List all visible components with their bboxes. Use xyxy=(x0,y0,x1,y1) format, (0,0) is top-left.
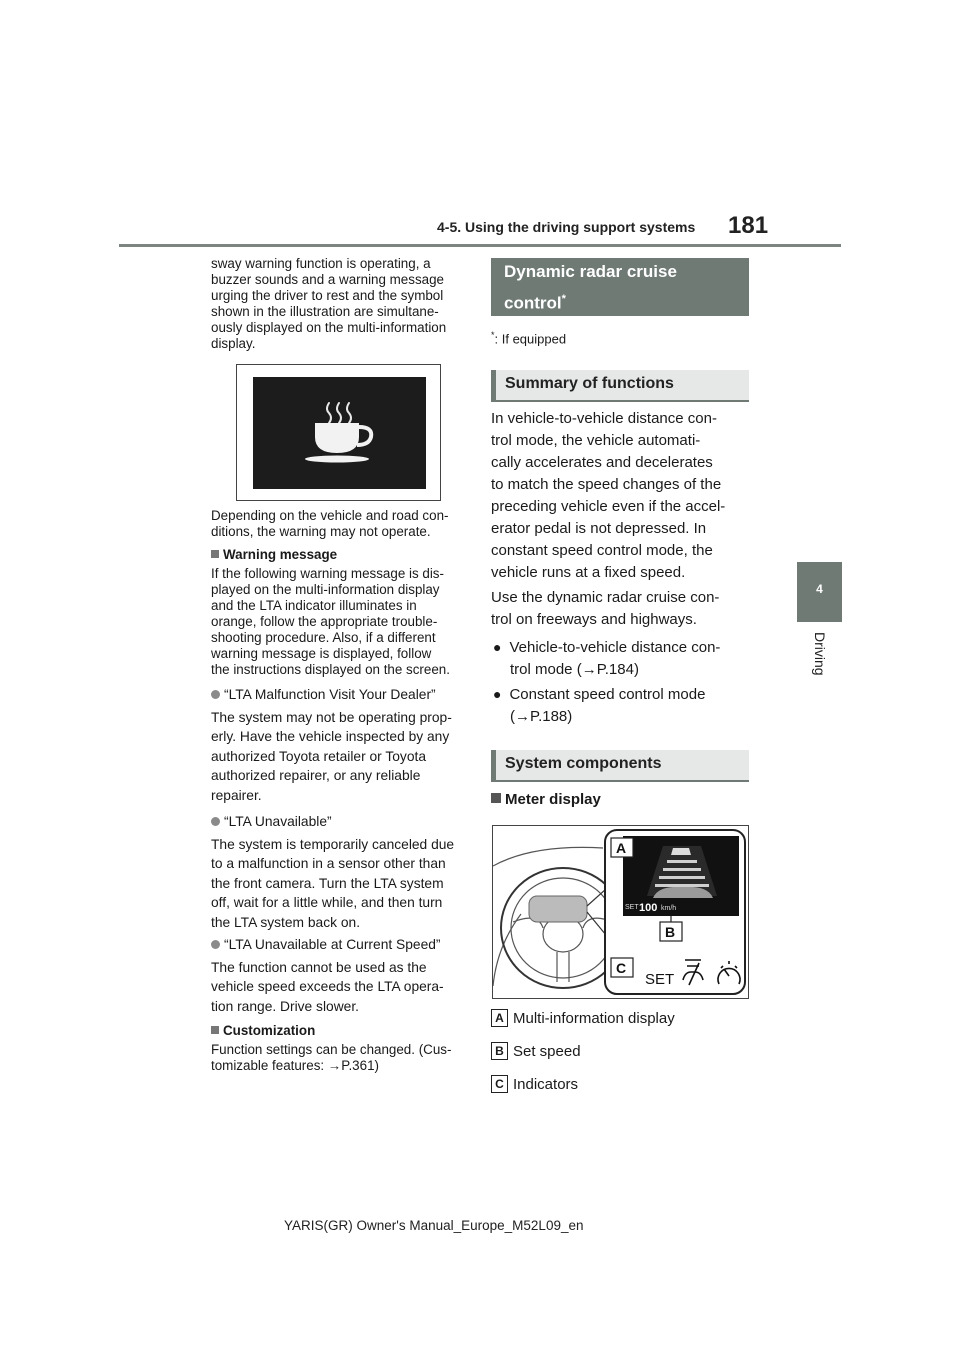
text-line: authorized repairer, or any reliable xyxy=(211,768,421,783)
legend-text: Multi-information display xyxy=(513,1010,675,1027)
legend-text: Set speed xyxy=(513,1043,581,1060)
page-number: 181 xyxy=(728,212,769,239)
square-bullet-icon xyxy=(491,793,501,803)
legend-item xyxy=(491,1074,751,1096)
text-line: trol on freeways and highways. xyxy=(491,611,697,628)
text-line: sway warning function is operating, a xyxy=(211,256,431,271)
legend-item xyxy=(491,1008,751,1030)
text-line: The system may not be operating prop- xyxy=(211,709,452,725)
circle-bullet-icon xyxy=(211,690,220,699)
text-line: and the LTA indicator illuminates in xyxy=(211,598,417,613)
text-line: display. xyxy=(211,336,256,351)
text-line: authorized Toyota retailer or Toyota xyxy=(211,748,427,764)
asterisk-mark: * xyxy=(491,330,495,340)
text-line: vehicle speed exceeds the LTA opera- xyxy=(211,979,444,994)
text-line: buzzer sounds and a warning message xyxy=(211,272,444,287)
text-line: trol mode (→P.184) xyxy=(510,661,639,678)
note-paragraph xyxy=(211,508,471,540)
text-line: Use the dynamic radar cruise con- xyxy=(491,589,720,606)
asterisk-mark: * xyxy=(561,293,566,305)
coffee-cup-icon xyxy=(253,377,426,489)
text-line: shooting procedure. Also, if a different xyxy=(211,630,436,645)
text-line: played on the multi-information display xyxy=(211,582,440,597)
footnote-text: : If equipped xyxy=(494,331,567,347)
text-line: (→P.188) xyxy=(510,708,573,725)
meter-display-figure xyxy=(492,825,749,999)
mode-bullet xyxy=(491,683,751,728)
summary-heading: Summary of functions xyxy=(491,370,749,402)
text-line: constant speed control mode, the xyxy=(491,542,713,559)
text-line: tomizable features: →P.361) xyxy=(211,1058,379,1073)
heading-text: Meter display xyxy=(505,791,601,808)
mode-bullet xyxy=(491,636,751,681)
warning-message-heading xyxy=(211,547,471,563)
text-line: Function settings can be changed. (Cus- xyxy=(211,1042,452,1057)
legend-text: Indicators xyxy=(513,1076,579,1093)
title-line: Dynamic radar cruise xyxy=(504,262,677,281)
text-line: the front camera. Turn the LTA system xyxy=(211,875,444,891)
figure-speed-value: 100 xyxy=(639,902,658,914)
square-bullet-icon xyxy=(211,550,219,558)
circle-bullet-icon xyxy=(211,817,220,826)
legend-letter: C xyxy=(491,1075,508,1093)
callout-a: A xyxy=(616,840,627,856)
dashboard-illustration xyxy=(493,826,748,998)
list-item xyxy=(211,685,471,805)
text-line: off, wait for a little while, and then turn xyxy=(211,895,443,910)
display-screen xyxy=(253,377,426,489)
item-title: “LTA Malfunction Visit Your Dealer” xyxy=(224,687,436,702)
callout-c: C xyxy=(616,960,627,976)
text-line: ously displayed on the multi-information xyxy=(211,320,447,335)
square-bullet-icon xyxy=(211,1026,219,1034)
text-line: orange, follow the appropriate trouble- xyxy=(211,614,438,629)
indicator-set: SET xyxy=(645,971,675,988)
header-rule xyxy=(119,244,841,247)
meter-display-heading xyxy=(491,789,751,811)
text-line: In vehicle-to-vehicle distance con- xyxy=(491,410,717,427)
text-line: tion range. Drive slower. xyxy=(211,998,359,1014)
legend-item xyxy=(491,1041,751,1063)
customization-paragraph xyxy=(211,1042,471,1074)
section-title xyxy=(491,258,749,316)
components-heading: System components xyxy=(491,750,749,782)
circle-bullet-icon xyxy=(211,940,220,949)
list-item xyxy=(211,935,471,1016)
text-line: warning message is displayed, follow xyxy=(211,646,432,661)
chapter-number: 4 xyxy=(816,582,823,596)
footnote xyxy=(491,330,566,346)
title-line: control xyxy=(504,293,562,313)
customization-heading xyxy=(211,1023,471,1039)
text-line: to match the speed changes of the xyxy=(491,476,722,493)
text-line: preceding vehicle even if the accel- xyxy=(491,498,726,515)
text-line: urging the driver to rest and the symbol xyxy=(211,288,444,303)
coffee-warning-figure xyxy=(236,364,441,501)
footer-text: YARIS(GR) Owner's Manual_Europe_M52L09_en xyxy=(284,1218,584,1233)
legend-letter: A xyxy=(491,1009,508,1027)
warning-message-paragraph xyxy=(211,566,471,678)
item-title: “LTA Unavailable” xyxy=(224,814,332,829)
text-line: The system is temporarily canceled due xyxy=(211,836,455,852)
usage-paragraph xyxy=(491,587,751,631)
text-line: erly. Have the vehicle inspected by any xyxy=(211,729,450,744)
running-header: 4-5. Using the driving support systems xyxy=(437,219,696,235)
text-line: cally accelerates and decelerates xyxy=(491,454,713,471)
text-line: shown in the illustration are simultane- xyxy=(211,304,439,319)
figure-set-label: SET xyxy=(625,904,639,911)
chapter-label: Driving xyxy=(812,632,828,676)
intro-paragraph xyxy=(211,256,471,352)
text-line: erator pedal is not depressed. In xyxy=(491,520,707,537)
callout-b: B xyxy=(665,924,676,940)
heading-text: Customization xyxy=(223,1023,316,1038)
text-line: If the following warning message is dis- xyxy=(211,566,444,581)
legend-letter: B xyxy=(491,1042,508,1060)
text-line: repairer. xyxy=(211,787,262,803)
bullet-icon: ● xyxy=(493,639,502,655)
figure-speed-unit: km/h xyxy=(661,905,677,912)
text-line: Depending on the vehicle and road con- xyxy=(211,508,449,523)
item-title: “LTA Unavailable at Current Speed” xyxy=(224,937,441,952)
text-line: the LTA system back on. xyxy=(211,914,361,930)
text-line: trol mode, the vehicle automati- xyxy=(491,432,701,449)
text-line: vehicle runs at a fixed speed. xyxy=(491,564,686,581)
list-item xyxy=(211,812,471,932)
text-line: to a malfunction in a sensor other than xyxy=(211,856,446,871)
text-line: the instructions displayed on the screen. xyxy=(211,662,450,677)
heading-text: Warning message xyxy=(223,547,338,562)
text-line: The function cannot be used as the xyxy=(211,959,427,975)
text-line: ditions, the warning may not operate. xyxy=(211,524,431,539)
bullet-icon: ● xyxy=(493,686,502,702)
chapter-tab xyxy=(797,562,842,622)
text-line: Vehicle-to-vehicle distance con- xyxy=(509,639,721,656)
text-line: Constant speed control mode xyxy=(509,686,706,703)
summary-paragraph xyxy=(491,408,751,584)
